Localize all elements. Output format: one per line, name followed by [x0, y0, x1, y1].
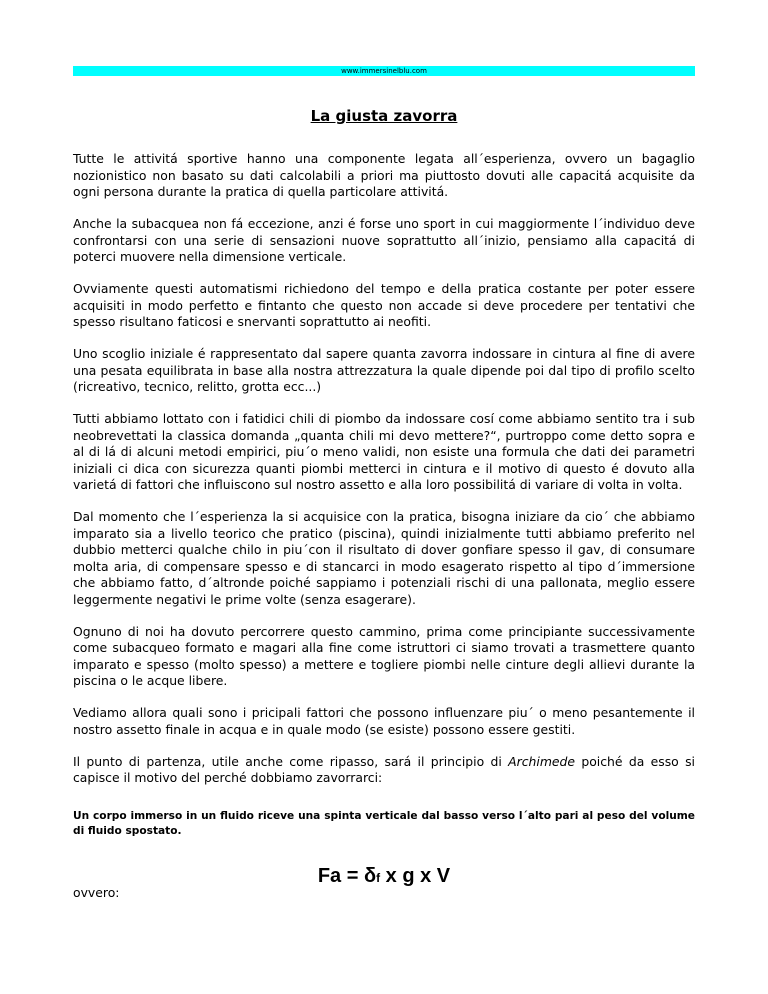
archimede-principle: Un corpo immerso in un fluido riceve una spinta verticale dal basso verso l´alto pari al peso del volume di fluido spostato. [73, 809, 695, 837]
formula-left: Fa = δ [317, 865, 377, 887]
formula-subscript: f [376, 871, 381, 885]
document-body [73, 151, 695, 901]
ovvero-label: ovvero: [73, 884, 120, 900]
paragraph-8: Vediamo allora quali sono i pricipali fattori che possono influenzare piu´ o meno pesantemente il nostro assetto finale in acqua e in quale modo (se esiste) possono essere gestiti. [73, 705, 695, 737]
paragraph-1: Tutte le attivitá sportive hanno una componente legata all´esperienza, ovvero un bagaglio nozionistico non basato su dati calcolabili a priori ma piuttosto dovuti alle capacitá acquisite da ogni persona durante la pratica di quella particolare attivitá. [73, 151, 695, 199]
archimede-formula [73, 865, 695, 888]
paragraph-4: Uno scoglio iniziale é rappresentato dal sapere quanta zavorra indossare in cintura al fine di avere una pesata equilibrata in base alla nostra attrezzatura la quale dipende poi dal tipo di profilo scelto (ricreativo, tecnico, relitto, grotta ecc...) [73, 346, 695, 394]
document-title: La giusta zavorra [310, 107, 458, 125]
paragraph-6: Dal momento che l´esperienza la si acquisice con la pratica, bisogna iniziare da cio´ che abbiamo imparato sia a livello teorico che pratico (piscina), quindi inizialmente tutti abbiamo preferito nel dubbio metterci qualche chilo in piu´con il risultato di dover gonfiare spesso il gav, di consumare molta aria, di compensare spesso e di stancarci in modo esagerato rispetto al tipo d´immersione che abbiamo fatto, d´altronde poiché sappiamo i potenziali rischi di una pallonata, meglio essere leggermente negativi le prime volte (senza esagerare). [73, 509, 695, 607]
archimede-name: Archimede [508, 753, 576, 769]
header-bar [73, 66, 695, 76]
paragraph-2: Anche la subacquea non fá eccezione, anzi é forse uno sport in cui maggiormente l´individuo deve confrontarsi con una serie di sensazioni nuove soprattutto all´inizio, pensiamo alla capacitá di poterci muovere nella dimensione verticale. [73, 216, 695, 264]
archimede-before: Il punto di partenza, utile anche come ripasso, sará il principio di [73, 753, 509, 769]
paragraph-7: Ognuno di noi ha dovuto percorrere questo cammino, prima come principiante successivamente come subacqueo formato e magari alla fine come istruttori ci siamo trovati a trasmettere quanto imparato e spesso (molto spesso) a mettere e togliere piombi nelle cinture degli allievi durante la piscina o le acque libere. [73, 623, 695, 688]
paragraph-5: Tutti abbiamo lottato con i fatidici chili di piombo da indossare cosí come abbiamo sentito tra i sub neobrevettati la classica domanda „quanta chili mi devo mettere?“, purtroppo come detto sopra e al di lá di alcuni metodi empirici, piu´o meno validi, non esiste una formula che dati dei parametri iniziali ci dica con sicurezza quanti piombi metterci in cintura e il motivo di questo é dovuto alla varietá di fattori che influiscono sul nostro assetto e alla loro possibilitá di variare di volta in volta. [73, 411, 695, 492]
header-url[interactable]: www.immersinelblu.com [341, 67, 427, 75]
paragraph-3: Ovviamente questi automatismi richiedono del tempo e della pratica costante per poter essere acquisiti in modo perfetto e fintanto che questo non accade si deve procedere per tentativi che spesso risultano faticosi e snervanti soprattutto ai neofiti. [73, 281, 695, 329]
archimede-after: poiché da esso si capisce il motivo del perché dobbiamo zavorrarci: [73, 753, 695, 785]
paragraph-archimede [73, 754, 695, 787]
formula-right: x g x V [380, 865, 451, 887]
